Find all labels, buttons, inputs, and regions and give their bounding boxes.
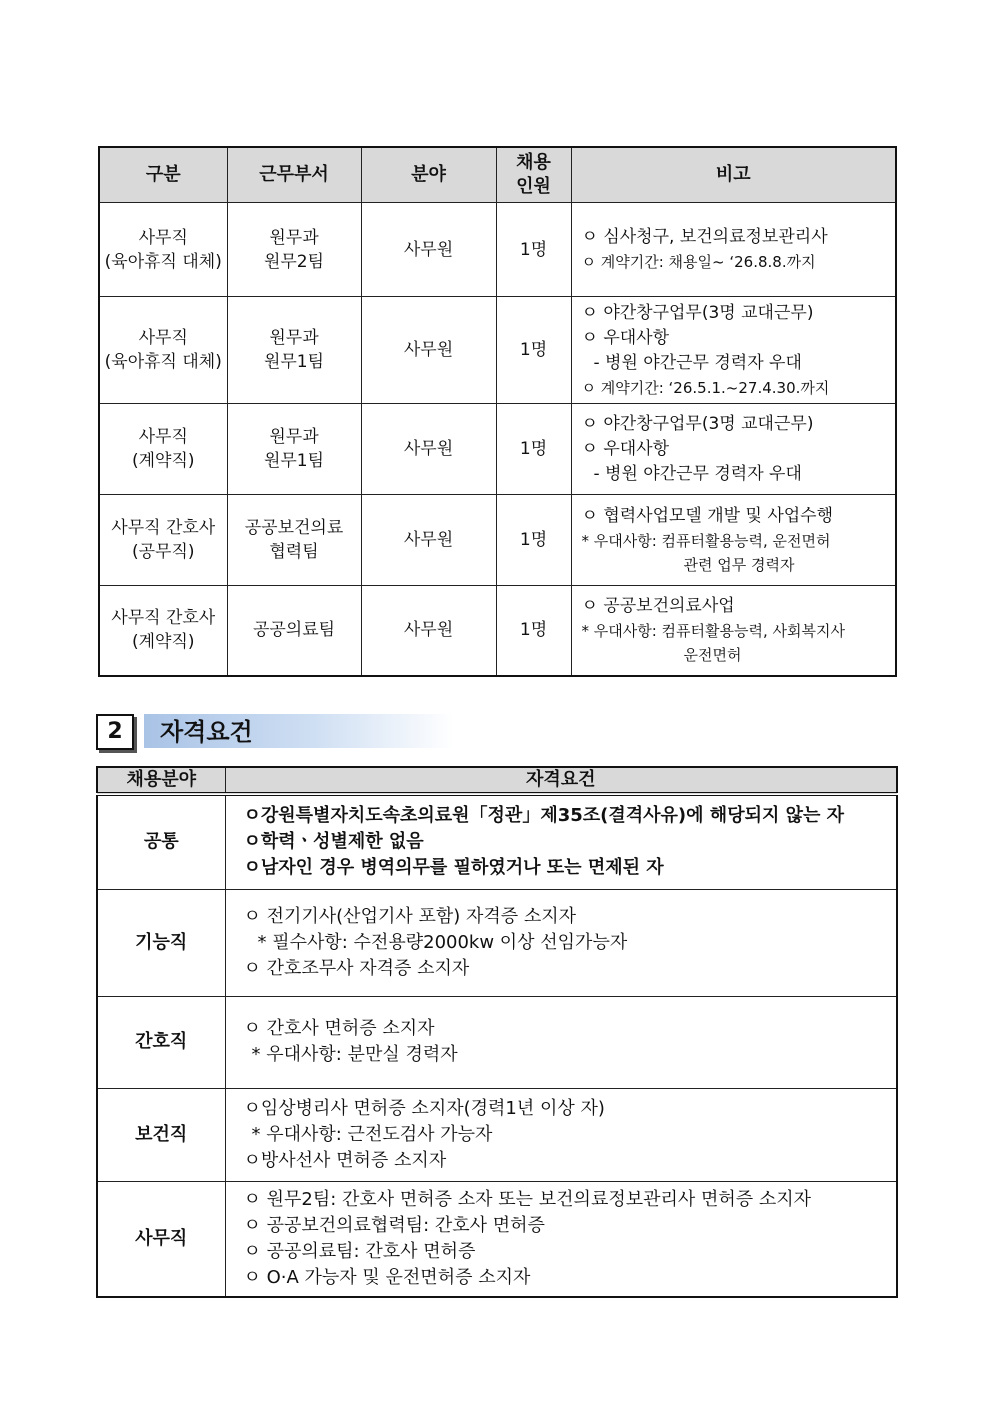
header-department: 근무부서 bbox=[227, 147, 361, 203]
requirement-line: ㅇ 원무2팀: 간호사 면허증 소자 또는 보건의료정보관리사 면허증 소지자 bbox=[243, 1188, 812, 1210]
count-cell: 1명 bbox=[496, 297, 571, 404]
type-cell bbox=[99, 404, 227, 495]
requirement-line: ㅇ O·A 가능자 및 운전면허증 소지자 bbox=[243, 1266, 531, 1288]
header-count-line2: 인원 bbox=[516, 176, 551, 197]
count-cell: 1명 bbox=[496, 203, 571, 297]
header-category: 구분 bbox=[99, 147, 227, 203]
dept-line: 협력팀 bbox=[269, 542, 319, 562]
section-number: 2 bbox=[96, 714, 134, 750]
table-row bbox=[99, 297, 896, 404]
type-cell bbox=[99, 297, 227, 404]
field-cell: 사무원 bbox=[361, 297, 496, 404]
requirement-line: ㅇ 공공보건의료협력팀: 간호사 면허증 bbox=[243, 1214, 545, 1236]
note-line: ㅇ 협력사업모델 개발 및 사업수행 bbox=[581, 505, 834, 526]
requirement-line: ㅇ 공공의료팀: 간호사 면허증 bbox=[243, 1240, 476, 1262]
header-row bbox=[97, 767, 897, 794]
table-row bbox=[97, 1181, 897, 1297]
header-count-line1: 채용 bbox=[516, 152, 551, 173]
notes-cell bbox=[571, 495, 896, 586]
note-line: 관련 업무 경력자 bbox=[683, 555, 795, 574]
category-cell: 공통 bbox=[97, 794, 225, 889]
requirement-line: ㅇ남자인 경우 병역의무를 필하였거나 또는 면제된 자 bbox=[243, 857, 664, 879]
field-cell: 사무원 bbox=[361, 203, 496, 297]
note-line: * 우대사항: 컴퓨터활용능력, 사회복지사 bbox=[581, 621, 845, 640]
header-qualification: 자격요건 bbox=[225, 767, 897, 794]
type-line: 사무직 간호사 bbox=[111, 608, 216, 629]
dept-cell: 공공의료팀 bbox=[227, 586, 361, 676]
table-row bbox=[97, 996, 897, 1088]
dept-line: 원무과 bbox=[269, 227, 319, 248]
dept-line: 원무1팀 bbox=[263, 352, 325, 372]
type-cell bbox=[99, 586, 227, 676]
type-line: (계약직) bbox=[131, 632, 195, 653]
count-cell: 1명 bbox=[496, 586, 571, 676]
note-line: ㅇ 계약기간: 채용일~ ‘26.8.8.까지 bbox=[581, 253, 816, 271]
header-count bbox=[496, 147, 571, 203]
requirement-line: ㅇ 간호조무사 자격증 소지자 bbox=[243, 957, 470, 979]
note-line: - 병원 야간근무 경력자 우대 bbox=[593, 352, 802, 373]
requirement-line: * 우대사항: 분만실 경력자 bbox=[251, 1044, 458, 1065]
section-title: 자격요건 bbox=[160, 717, 253, 746]
requirement-line: ㅇ학력ㆍ성별제한 없음 bbox=[243, 831, 424, 853]
type-line: 사무직 bbox=[138, 227, 188, 248]
dept-cell bbox=[227, 297, 361, 404]
header-recruit-field: 채용분야 bbox=[97, 767, 225, 794]
table-row bbox=[99, 586, 896, 676]
requirement-line: * 우대사항: 근전도검사 가능자 bbox=[251, 1123, 493, 1145]
note-line: ㅇ 심사청구, 보건의료정보관리사 bbox=[581, 227, 828, 247]
type-line: (공무직) bbox=[131, 542, 195, 562]
notes-cell bbox=[571, 297, 896, 404]
type-line: 사무직 bbox=[138, 427, 188, 447]
field-cell: 사무원 bbox=[361, 495, 496, 586]
header-field: 분야 bbox=[361, 147, 496, 203]
table-row bbox=[99, 203, 896, 297]
note-line: ㅇ 야간창구업무(3명 교대근무) bbox=[581, 302, 814, 323]
section-header bbox=[96, 714, 456, 750]
dept-line: 공공보건의료 bbox=[244, 518, 344, 538]
type-line: 사무직 간호사 bbox=[111, 518, 216, 538]
dept-line: 원무과 bbox=[269, 427, 319, 447]
requirement-line: ㅇ방사선사 면허증 소지자 bbox=[243, 1149, 447, 1171]
note-line: 운전면허 bbox=[683, 645, 742, 664]
header-notes: 비고 bbox=[571, 147, 896, 203]
table-row bbox=[97, 889, 897, 996]
note-line: ㅇ 우대사항 bbox=[581, 327, 670, 348]
dept-line: 원무과 bbox=[269, 328, 319, 348]
requirements-cell bbox=[225, 1088, 897, 1181]
type-cell bbox=[99, 203, 227, 297]
dept-line: 원무1팀 bbox=[263, 451, 325, 471]
type-cell bbox=[99, 495, 227, 586]
category-cell: 보건직 bbox=[97, 1088, 225, 1181]
notes-cell bbox=[571, 203, 896, 297]
dept-cell bbox=[227, 404, 361, 495]
dept-cell bbox=[227, 495, 361, 586]
header-row bbox=[99, 147, 896, 203]
note-line: * 우대사항: 컴퓨터활용능력, 운전면허 bbox=[581, 531, 831, 550]
category-cell: 기능직 bbox=[97, 889, 225, 996]
table-row bbox=[97, 794, 897, 889]
type-line: 사무직 bbox=[138, 328, 188, 348]
recruitment-table bbox=[98, 146, 897, 677]
requirements-cell bbox=[225, 1181, 897, 1297]
qualification-table bbox=[96, 766, 898, 1298]
category-cell: 간호직 bbox=[97, 996, 225, 1088]
note-line: - 병원 야간근무 경력자 우대 bbox=[593, 463, 802, 484]
note-line: ㅇ 계약기간: ‘26.5.1.~27.4.30.까지 bbox=[581, 378, 830, 397]
requirement-line: ㅇ 전기기사(산업기사 포함) 자격증 소지자 bbox=[243, 905, 577, 927]
requirements-cell bbox=[225, 996, 897, 1088]
field-cell: 사무원 bbox=[361, 586, 496, 676]
notes-cell bbox=[571, 586, 896, 676]
notes-cell bbox=[571, 404, 896, 495]
dept-cell bbox=[227, 203, 361, 297]
requirements-cell bbox=[225, 889, 897, 996]
note-line: ㅇ 우대사항 bbox=[581, 438, 670, 459]
requirement-line: * 필수사항: 수전용량2000kw 이상 선임가능자 bbox=[257, 931, 628, 953]
count-cell: 1명 bbox=[496, 404, 571, 495]
category-cell: 사무직 bbox=[97, 1181, 225, 1297]
type-line: (육아휴직 대체) bbox=[104, 352, 222, 372]
requirement-line: ㅇ임상병리사 면허증 소지자(경력1년 이상 자) bbox=[243, 1097, 605, 1119]
table-row bbox=[97, 1088, 897, 1181]
count-cell: 1명 bbox=[496, 495, 571, 586]
note-line: ㅇ 공공보건의료사업 bbox=[581, 595, 735, 616]
table-row bbox=[99, 495, 896, 586]
requirement-line: ㅇ 간호사 면허증 소지자 bbox=[243, 1018, 435, 1039]
note-line: ㅇ 야간창구업무(3명 교대근무) bbox=[581, 413, 814, 434]
dept-line: 원무2팀 bbox=[263, 251, 325, 272]
type-line: (육아휴직 대체) bbox=[104, 251, 222, 272]
requirement-line: ㅇ강원특별자치도속초의료원「정관」제35조(결격사유)에 해당되지 않는 자 bbox=[243, 805, 845, 827]
type-line: (계약직) bbox=[131, 451, 195, 471]
field-cell: 사무원 bbox=[361, 404, 496, 495]
table-row bbox=[99, 404, 896, 495]
requirements-cell bbox=[225, 794, 897, 889]
